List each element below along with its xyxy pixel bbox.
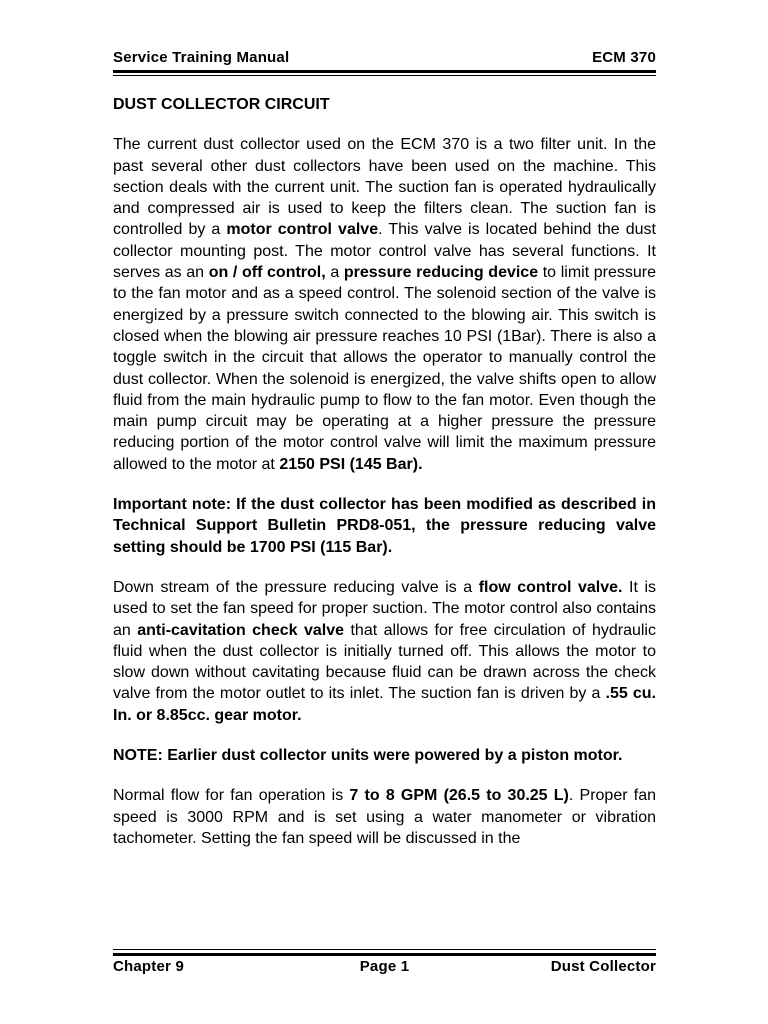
- bold-term-pressure-reducing-device: pressure reducing device: [343, 264, 539, 282]
- bold-term-anti-cavitation: anti-cavitation check valve: [137, 621, 345, 639]
- bold-term-max-pressure: 2150 PSI (145 Bar).: [279, 455, 423, 473]
- header-model: ECM 370: [592, 49, 656, 66]
- text-run: Down stream of the pressure reducing valve is a: [113, 578, 479, 596]
- header-manual-title: Service Training Manual: [113, 49, 290, 66]
- page-header: [113, 49, 656, 66]
- text-run: . Proper fan speed is 3000 RPM and is set using a water manometer or vibration tachometer. Setting the fan speed will be discussed in the: [113, 787, 657, 847]
- bold-term-on-off-control: on / off control,: [208, 264, 326, 282]
- note-piston-motor: NOTE: Earlier dust collector units were powered by a piston motor.: [113, 747, 623, 765]
- paragraph-flow-control: [113, 577, 656, 726]
- bold-term-gear-motor: .55 cu. In. or 8.85cc. gear motor.: [113, 685, 656, 724]
- header-rule-thick: [113, 70, 656, 73]
- text-run: a: [325, 264, 344, 282]
- text-run: It is used to set the fan speed for proper suction. The motor control also contains an: [113, 578, 656, 639]
- page-body: [113, 94, 656, 868]
- footer-chapter: Chapter 9: [113, 958, 184, 975]
- footer-rule-thick: [113, 953, 656, 956]
- footer-section: Dust Collector: [550, 958, 656, 975]
- text-run: that allows for free circulation of hydraulic fluid when the dust collector is initially turned off. This allows the motor to slow down without cavitating because fluid can be drawn across the check valve from the motor outlet to its inlet. The suction fan is driven by a: [113, 621, 656, 703]
- bold-term-flow-rate: 7 to 8 GPM (26.5 to 30.25 L): [349, 787, 569, 805]
- paragraph-fan-operation: [113, 785, 656, 849]
- bold-term-flow-control-valve: flow control valve.: [478, 578, 623, 596]
- paragraph-intro: [113, 134, 656, 475]
- page-footer: [113, 958, 656, 975]
- text-run: Normal flow for fan operation is: [113, 787, 350, 805]
- footer-rule-thin: [113, 949, 656, 950]
- header-rule-thin: [113, 75, 656, 76]
- section-title: DUST COLLECTOR CIRCUIT: [113, 96, 330, 113]
- text-run: The current dust collector used on the ECM 370 is a two filter unit. In the past several other dust collectors have been used on the machine. This section deals with the current unit. The suction fan is operated hydraulically and compressed air is used to keep the filters clean. The suction fan is controlled by a: [113, 136, 656, 239]
- footer-page-number: Page 1: [359, 958, 410, 975]
- text-run: . This valve is located behind the dust collector mounting post. The motor control valve has several functions. It serves as an: [113, 221, 656, 282]
- bold-term-motor-control-valve: motor control valve: [226, 221, 379, 239]
- text-run: to limit pressure to the fan motor and as a speed control. The solenoid section of the valve is energized by a pressure switch connected to the blowing air. This switch is closed when the blowing air pressure reaches 10 PSI (1Bar). There is also a toggle switch in the circuit that allows the operator to manually control the dust collector. When the solenoid is energized, the valve shifts open to allow fluid from the main hydraulic pump to flow to the fan motor. Even though the main pump circuit may be operating at a higher pressure the pressure reducing portion of the motor control valve will limit the maximum pressure allowed to the motor at: [113, 264, 657, 473]
- important-note: Important note: If the dust collector has been modified as described in Technical Support Bulletin PRD8-051, the pressure reducing valve setting should be 1700 PSI (115 Bar).: [113, 496, 656, 556]
